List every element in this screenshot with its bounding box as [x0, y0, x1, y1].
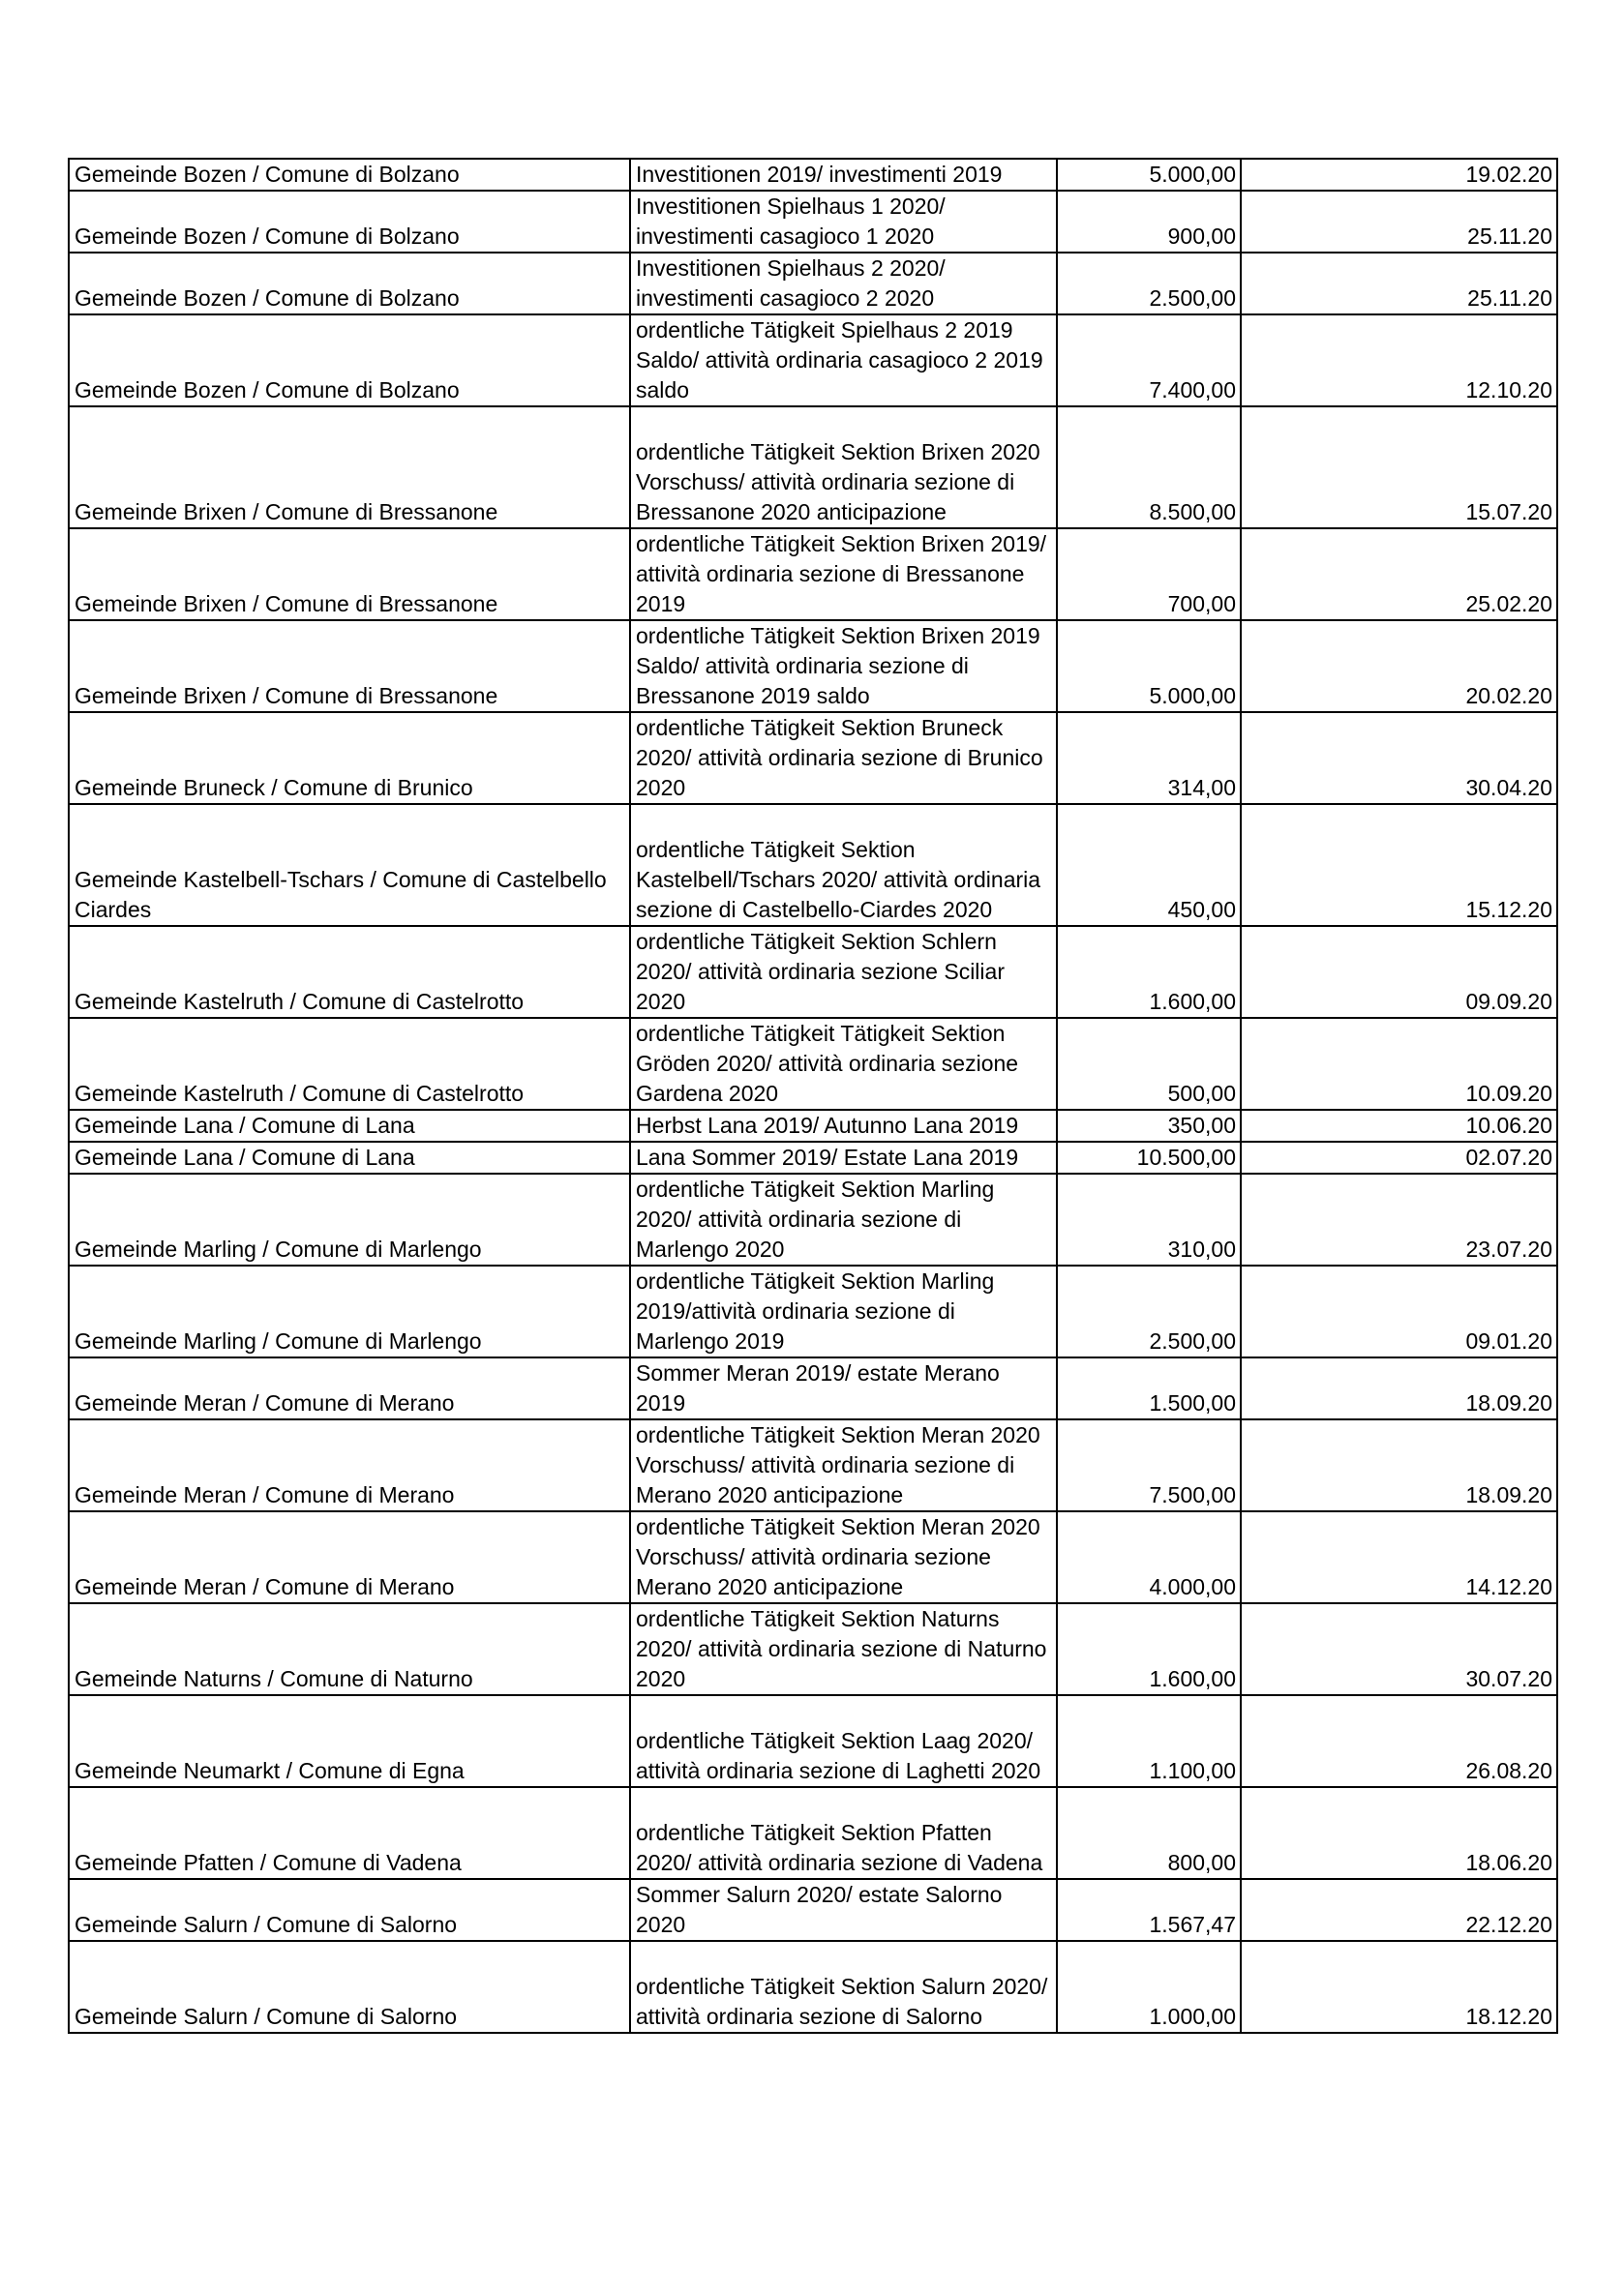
municipality-cell: Gemeinde Kastelbell-Tschars / Comune di Castelbello Ciardes — [69, 804, 630, 926]
purpose-cell: ordentliche Tätigkeit Sektion Salurn 2020/ attività ordinaria sezione di Salorno — [630, 1941, 1057, 2033]
date-cell: 10.09.20 — [1241, 1018, 1557, 1110]
purpose-cell: ordentliche Tätigkeit Sektion Meran 2020 Vorschuss/ attività ordinaria sezione di Merano 2020 anticipazione — [630, 1419, 1057, 1511]
municipality-cell: Gemeinde Naturns / Comune di Naturno — [69, 1603, 630, 1695]
amount-cell: 800,00 — [1057, 1787, 1241, 1879]
purpose-cell: ordentliche Tätigkeit Sektion Marling 2020/ attività ordinaria sezione di Marlengo 2020 — [630, 1174, 1057, 1266]
table-row — [69, 191, 1557, 253]
amount-cell: 10.500,00 — [1057, 1142, 1241, 1174]
municipality-cell: Gemeinde Salurn / Comune di Salorno — [69, 1941, 630, 2033]
amount-cell: 450,00 — [1057, 804, 1241, 926]
purpose-cell: Investitionen Spielhaus 2 2020/ investimenti casagioco 2 2020 — [630, 253, 1057, 314]
table-row — [69, 1110, 1557, 1142]
amount-cell: 4.000,00 — [1057, 1511, 1241, 1603]
date-cell: 26.08.20 — [1241, 1695, 1557, 1787]
purpose-cell: ordentliche Tätigkeit Sektion Marling 2019/attività ordinaria sezione di Marlengo 2019 — [630, 1266, 1057, 1357]
table-row — [69, 1511, 1557, 1603]
table-row — [69, 1142, 1557, 1174]
municipality-cell: Gemeinde Brixen / Comune di Bressanone — [69, 406, 630, 528]
date-cell: 20.02.20 — [1241, 620, 1557, 712]
amount-cell: 350,00 — [1057, 1110, 1241, 1142]
amount-cell: 5.000,00 — [1057, 620, 1241, 712]
date-cell: 25.02.20 — [1241, 528, 1557, 620]
date-cell: 09.09.20 — [1241, 926, 1557, 1018]
purpose-cell: Investitionen Spielhaus 1 2020/ investimenti casagioco 1 2020 — [630, 191, 1057, 253]
date-cell: 02.07.20 — [1241, 1142, 1557, 1174]
purpose-cell: ordentliche Tätigkeit Sektion Bruneck 2020/ attività ordinaria sezione di Brunico 2020 — [630, 712, 1057, 804]
purpose-cell: Sommer Meran 2019/ estate Merano 2019 — [630, 1357, 1057, 1419]
table-row — [69, 1941, 1557, 2033]
date-cell: 18.12.20 — [1241, 1941, 1557, 2033]
table-row — [69, 804, 1557, 926]
municipality-cell: Gemeinde Meran / Comune di Merano — [69, 1511, 630, 1603]
amount-cell: 1.000,00 — [1057, 1941, 1241, 2033]
date-cell: 30.07.20 — [1241, 1603, 1557, 1695]
municipality-cell: Gemeinde Bozen / Comune di Bolzano — [69, 314, 630, 406]
municipality-cell: Gemeinde Meran / Comune di Merano — [69, 1357, 630, 1419]
table-row — [69, 314, 1557, 406]
table-row — [69, 1603, 1557, 1695]
table-row — [69, 620, 1557, 712]
municipality-cell: Gemeinde Pfatten / Comune di Vadena — [69, 1787, 630, 1879]
purpose-cell: Herbst Lana 2019/ Autunno Lana 2019 — [630, 1110, 1057, 1142]
amount-cell: 8.500,00 — [1057, 406, 1241, 528]
municipality-cell: Gemeinde Marling / Comune di Marlengo — [69, 1174, 630, 1266]
purpose-cell: ordentliche Tätigkeit Sektion Laag 2020/ attività ordinaria sezione di Laghetti 2020 — [630, 1695, 1057, 1787]
grants-table — [68, 158, 1558, 2034]
date-cell: 23.07.20 — [1241, 1174, 1557, 1266]
municipality-cell: Gemeinde Bruneck / Comune di Brunico — [69, 712, 630, 804]
municipality-cell: Gemeinde Neumarkt / Comune di Egna — [69, 1695, 630, 1787]
amount-cell: 2.500,00 — [1057, 253, 1241, 314]
municipality-cell: Gemeinde Salurn / Comune di Salorno — [69, 1879, 630, 1941]
municipality-cell: Gemeinde Brixen / Comune di Bressanone — [69, 620, 630, 712]
amount-cell: 1.500,00 — [1057, 1357, 1241, 1419]
purpose-cell: ordentliche Tätigkeit Sektion Brixen 2020 Vorschuss/ attività ordinaria sezione di Bressanone 2020 anticipazione — [630, 406, 1057, 528]
municipality-cell: Gemeinde Brixen / Comune di Bressanone — [69, 528, 630, 620]
municipality-cell: Gemeinde Kastelruth / Comune di Castelrotto — [69, 1018, 630, 1110]
table-row — [69, 1174, 1557, 1266]
table-row — [69, 1879, 1557, 1941]
amount-cell: 900,00 — [1057, 191, 1241, 253]
amount-cell: 2.500,00 — [1057, 1266, 1241, 1357]
date-cell: 25.11.20 — [1241, 191, 1557, 253]
amount-cell: 1.600,00 — [1057, 926, 1241, 1018]
municipality-cell: Gemeinde Lana / Comune di Lana — [69, 1142, 630, 1174]
purpose-cell: ordentliche Tätigkeit Sektion Brixen 2019/ attività ordinaria sezione di Bressanone 2019 — [630, 528, 1057, 620]
amount-cell: 5.000,00 — [1057, 159, 1241, 191]
table-row — [69, 253, 1557, 314]
amount-cell: 1.567,47 — [1057, 1879, 1241, 1941]
purpose-cell: ordentliche Tätigkeit Spielhaus 2 2019 Saldo/ attività ordinaria casagioco 2 2019 saldo — [630, 314, 1057, 406]
purpose-cell: ordentliche Tätigkeit Sektion Brixen 2019 Saldo/ attività ordinaria sezione di Bressanone 2019 saldo — [630, 620, 1057, 712]
table-row — [69, 1357, 1557, 1419]
spreadsheet-page — [68, 158, 1556, 2034]
table-row — [69, 1695, 1557, 1787]
table-row — [69, 1266, 1557, 1357]
purpose-cell: ordentliche Tätigkeit Sektion Pfatten 2020/ attività ordinaria sezione di Vadena — [630, 1787, 1057, 1879]
table-row — [69, 712, 1557, 804]
purpose-cell: Lana Sommer 2019/ Estate Lana 2019 — [630, 1142, 1057, 1174]
date-cell: 30.04.20 — [1241, 712, 1557, 804]
purpose-cell: ordentliche Tätigkeit Sektion Kastelbell/Tschars 2020/ attività ordinaria sezione di Castelbello-Ciardes 2020 — [630, 804, 1057, 926]
amount-cell: 7.500,00 — [1057, 1419, 1241, 1511]
date-cell: 19.02.20 — [1241, 159, 1557, 191]
date-cell: 18.09.20 — [1241, 1357, 1557, 1419]
date-cell: 15.07.20 — [1241, 406, 1557, 528]
date-cell: 18.06.20 — [1241, 1787, 1557, 1879]
grants-table-body — [69, 159, 1557, 2033]
amount-cell: 7.400,00 — [1057, 314, 1241, 406]
date-cell: 18.09.20 — [1241, 1419, 1557, 1511]
table-row — [69, 1018, 1557, 1110]
date-cell: 25.11.20 — [1241, 253, 1557, 314]
purpose-cell: ordentliche Tätigkeit Sektion Schlern 2020/ attività ordinaria sezione Sciliar 2020 — [630, 926, 1057, 1018]
municipality-cell: Gemeinde Bozen / Comune di Bolzano — [69, 191, 630, 253]
municipality-cell: Gemeinde Bozen / Comune di Bolzano — [69, 159, 630, 191]
municipality-cell: Gemeinde Bozen / Comune di Bolzano — [69, 253, 630, 314]
amount-cell: 1.100,00 — [1057, 1695, 1241, 1787]
amount-cell: 1.600,00 — [1057, 1603, 1241, 1695]
municipality-cell: Gemeinde Lana / Comune di Lana — [69, 1110, 630, 1142]
date-cell: 09.01.20 — [1241, 1266, 1557, 1357]
table-row — [69, 926, 1557, 1018]
purpose-cell: Investitionen 2019/ investimenti 2019 — [630, 159, 1057, 191]
municipality-cell: Gemeinde Kastelruth / Comune di Castelrotto — [69, 926, 630, 1018]
table-row — [69, 406, 1557, 528]
table-row — [69, 528, 1557, 620]
table-row — [69, 1787, 1557, 1879]
amount-cell: 500,00 — [1057, 1018, 1241, 1110]
date-cell: 12.10.20 — [1241, 314, 1557, 406]
date-cell: 15.12.20 — [1241, 804, 1557, 926]
date-cell: 22.12.20 — [1241, 1879, 1557, 1941]
amount-cell: 310,00 — [1057, 1174, 1241, 1266]
amount-cell: 314,00 — [1057, 712, 1241, 804]
date-cell: 10.06.20 — [1241, 1110, 1557, 1142]
date-cell: 14.12.20 — [1241, 1511, 1557, 1603]
amount-cell: 700,00 — [1057, 528, 1241, 620]
purpose-cell: ordentliche Tätigkeit Sektion Meran 2020 Vorschuss/ attività ordinaria sezione Merano 2020 anticipazione — [630, 1511, 1057, 1603]
table-row — [69, 159, 1557, 191]
purpose-cell: ordentliche Tätigkeit Sektion Naturns 2020/ attività ordinaria sezione di Naturno 2020 — [630, 1603, 1057, 1695]
municipality-cell: Gemeinde Marling / Comune di Marlengo — [69, 1266, 630, 1357]
table-row — [69, 1419, 1557, 1511]
purpose-cell: Sommer Salurn 2020/ estate Salorno 2020 — [630, 1879, 1057, 1941]
municipality-cell: Gemeinde Meran / Comune di Merano — [69, 1419, 630, 1511]
purpose-cell: ordentliche Tätigkeit Tätigkeit Sektion Gröden 2020/ attività ordinaria sezione Gardena 2020 — [630, 1018, 1057, 1110]
